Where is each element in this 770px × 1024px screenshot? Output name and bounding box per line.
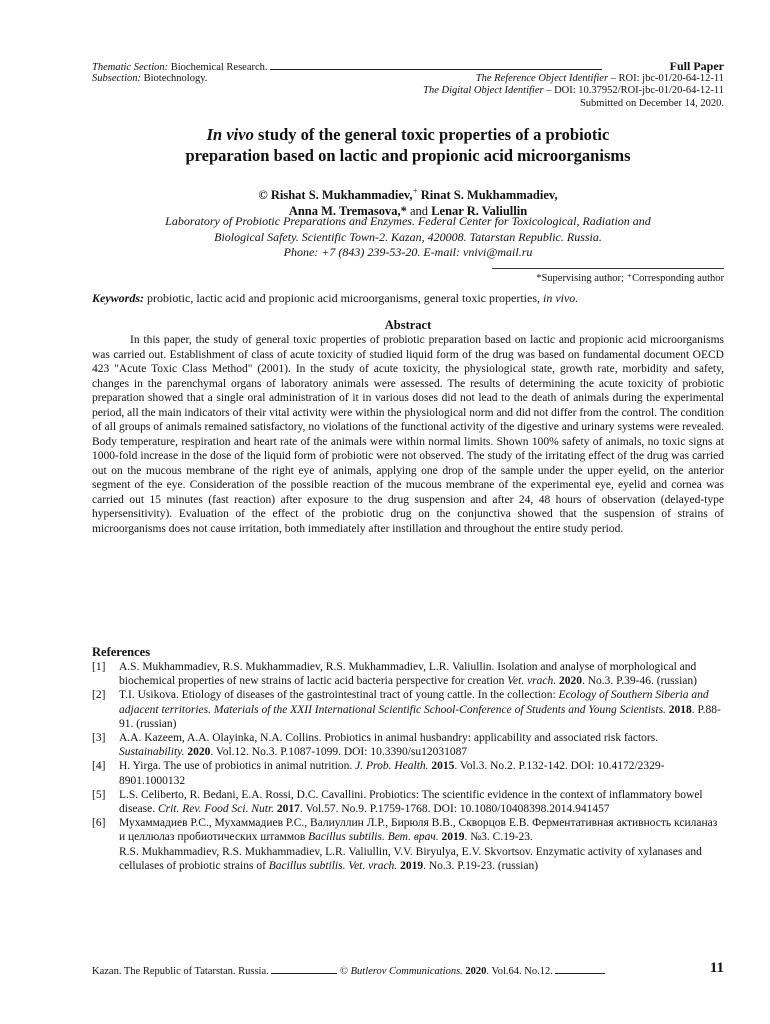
thematic-label: Thematic Section: [92,62,169,73]
title-italic: In vivo [206,125,254,144]
roi-value: – ROI: jbc-01/20-64-12-11 [610,72,724,84]
footer-year: 2020 [465,966,487,977]
reference-text: T.I. Usikova. Etiology of diseases of the gastrointestinal tract of young cattle. In the collection: [119,689,559,702]
author-2: Rinat S. Mukhammadiev, [420,188,558,203]
title-line1: study of the general toxic properties of a probiotic [257,125,610,144]
reference-details: . P.88-91. (russian) [119,703,721,730]
keywords-italic: in vivo. [542,291,579,305]
affiliation-line-2: Biological Safety. Scientific Town-2. Kazan, 420008. Tatarstan Republic. Russia. [214,229,602,244]
roi-label: The Reference Object Identifier [475,72,609,84]
footer-journal: Butlerov Communications. [350,966,463,977]
reference-number: [5] [92,788,106,801]
reference-details: . Vol.3. No.2. P.132-142. DOI: 10.4172/2329-8901.1000132 [119,760,665,787]
reference-source: Ecology of Southern Siberia and adjacent territories. Materials of the XXII International Scientific School-Conference of Students and Young Scientists. [119,689,709,716]
title-line2: preparation based on lactic and propionic acid microorganisms [185,146,631,165]
reference-year: 2019 [400,859,424,872]
reference-text: H. Yirga. The use of probiotics in animal nutrition. [119,760,356,773]
reference-item [92,816,724,873]
corresponding-mark: + [412,186,418,196]
affiliation-contact: Phone: +7 (843) 239-53-20. E-mail: vnivi@mail.ru [283,245,533,259]
affiliation-line-1: Laboratory of Probiotic Preparations and Enzymes. Federal Center for Toxicological, Radiation and [165,214,651,228]
footer-rule-2 [555,964,605,974]
reference-details-russian: . №3. С.19-23. [464,831,533,844]
author-footnote: *Supervising author; ⁺Corresponding author [536,273,724,284]
copyright-symbol: © [258,188,268,203]
submitted-date: Submitted on December 14, 2020. [579,97,724,109]
keywords-text: probiotic, lactic acid and propionic acid microorganisms, general toxic properties, [147,291,540,305]
reference-text: A.A. Kazeem, A.A. Olayinka, N.A. Collins. Probiotics in animal husbandry: applicability and associated risk factors. [119,732,659,745]
footer-location: Kazan. The Republic of Tatarstan. Russia. [92,966,269,977]
keywords [92,291,724,306]
subsection-value: Biotechnology. [143,72,208,84]
reference-source: J. Prob. Health. [355,760,429,773]
reference-text-russian: Мухаммадиев Р.С., Мухаммадиев Р.С., Валиуллин Л.Р., Бирюля В.В., Скворцов Е.В. Ферментативная активность ксиланаз и целлюлаз пробиотических штаммов [119,817,718,844]
abstract-heading: Abstract [384,318,432,332]
reference-number: [3] [92,732,106,745]
reference-source: Bacillus subtilis. Vet. vrach. [268,859,398,872]
reference-year-russian: 2019 [441,831,465,844]
reference-item [92,688,724,731]
reference-year: 2017 [276,803,300,816]
abstract-text: In this paper, the study of general toxic properties of probiotic preparation based on lactic and propionic acid microorganisms was carried out. Establishment of class of acute toxicity of studied liquid form of the drug was based on fundamental document OECD 423 "Acute Toxic Class Method" (2001). In the study of acute toxicity, the physiological state, growth rate, morbidity and safety, changes in the parenchymal organs of laboratory animals were assessed. The results of determining the acute toxicity of probiotic preparation showed that a single oral administration of it in various doses did not lead to the death of animals during the experimental period, all the main indicators of their vital activity were within the physiological norm and did not differ from the control. The condition of all groups of animals remained satisfactory, no violations of the functional activity of the digestive and urinary systems were revealed. Body temperature, respiration and heart rate of the animals were within normal limits. Shown 100% safety of animals, no toxic signs at 1000-fold increase in the dose of the liquid form of probiotic were not observed. The study of the irritating effect of the drug was carried out on the mucous membrane of the right eye of animals, applying one drop of the sample under the upper eyelid, on the anterior segment of the eye. Consideration of the possible reaction of the mucous membrane of the experimental eye, eyelid and cornea was carried out 15 minutes (fast reaction) after exposure to the drug suspension and after 24, 48 hours of observation (delayed-type hypersensitivity). Evaluation of the effect of the probiotic drug on the conjunctiva showed that the suspension of strains of microorganisms does not cause irritation, both immediately after instillation and throughout the entire study period. [92,334,724,535]
reference-text: A.S. Mukhammadiev, R.S. Mukhammadiev, R.S. Mukhammadiev, L.R. Valiullin. Isolation and analyse of morphological and biochemical properties of new strains of lactic acid bacteria perspective for creation [119,661,697,688]
author-3: Anna M. Tremasova,* [288,204,407,219]
reference-number: [4] [92,760,106,773]
reference-text: L.S. Celiberto, R. Bedani, E.A. Rossi, D.C. Cavallini. Probiotics: The scientific evidence in the context of inflammatory bowel disease. [119,788,703,816]
keywords-label: Keywords: [92,291,144,305]
reference-year: 2020 [187,746,211,759]
reference-details: . No.3. P.39-46. (russian) [582,675,697,688]
reference-item [92,759,724,787]
footnote-rule [492,268,724,269]
paper-title [92,124,724,166]
page-header [92,60,724,110]
authors-and: and [410,204,429,219]
reference-source: Vet. vrach. [507,675,557,688]
footer-volume: . Vol.64. No.12. [486,966,553,977]
reference-text: R.S. Mukhammadiev, R.S. Mukhammadiev, L.R. Valiullin, V.V. Biryulya, E.V. Skvortsov. Enzymatic activity of xylanases and cellulases of probiotic strains of [119,845,702,872]
author-1: Rishat S. Mukhammadiev, [270,188,413,203]
reference-number: [6] [92,817,106,830]
affiliation [92,214,724,261]
header-rule [270,60,602,70]
thematic-value: Biochemical Research. [170,62,268,73]
reference-details: . Vol.12. No.3. P.1087-1099. DOI: 10.3390/su12031087 [210,746,468,759]
references-heading: References [92,645,151,659]
reference-source-russian: Bacillus subtilis. Вет. врач. [308,831,439,844]
reference-number: [1] [92,661,106,673]
reference-number: [2] [92,689,106,702]
footer-rule-1 [271,964,337,974]
reference-item [92,788,724,816]
reference-item [92,731,724,759]
page-number: 11 [709,960,724,976]
references-list [92,660,724,873]
full-paper-label: Full Paper [669,59,724,73]
reference-source: Crit. Rev. Food Sci. Nutr. [157,803,275,816]
reference-year: 2018 [668,703,692,716]
reference-year: 2015 [431,760,455,773]
doi-label: The Digital Object Identifier [423,85,544,96]
footer-copyright: © [340,966,348,977]
doi-value: – DOI: 10.37952/ROI-jbc-01/20-64-12-11 [546,85,724,96]
reference-item [92,660,724,688]
reference-details: . No.3. P.19-23. (russian) [423,859,539,872]
author-4: Lenar R. Valiullin [431,204,528,219]
reference-year: 2020 [559,675,582,688]
reference-source: Sustainability. [119,746,185,759]
page-footer [92,960,724,979]
subsection-label: Subsection: [92,72,141,84]
reference-details: . Vol.57. No.9. P.1759-1768. DOI: 10.1080/10408398.2014.941457 [299,803,610,816]
